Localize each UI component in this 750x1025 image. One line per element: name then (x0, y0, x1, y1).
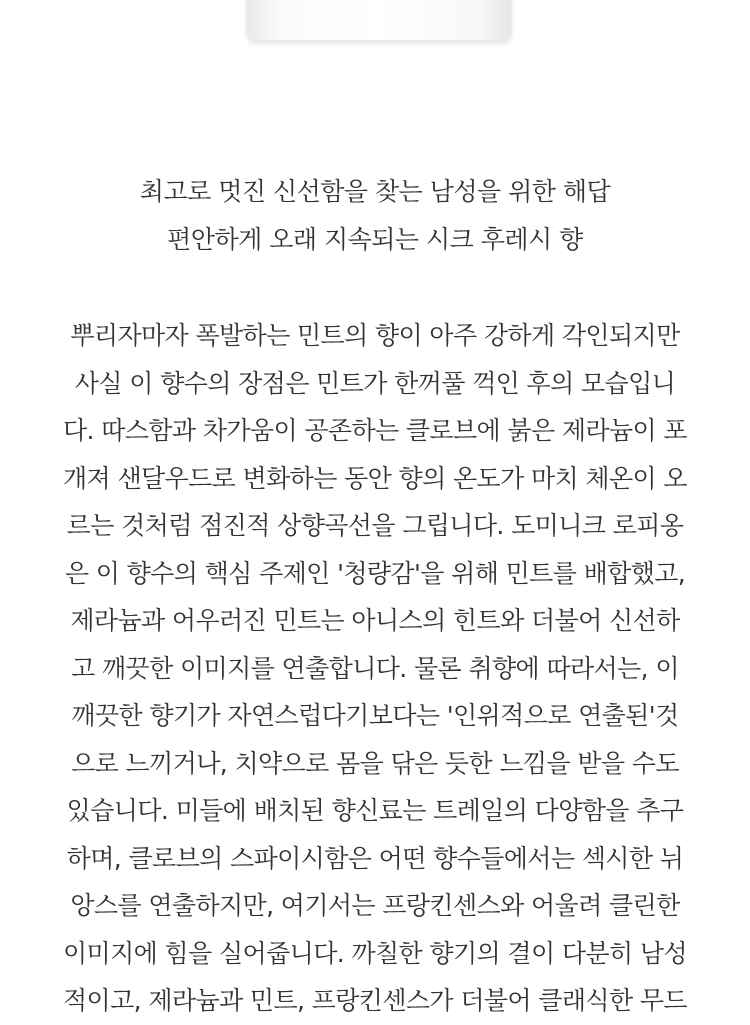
description-line: 앙스를 연출하지만, 여기서는 프랑킨센스와 어울려 클린한 (70, 891, 680, 920)
description-paragraph (30, 312, 720, 1025)
tagline-line: 최고로 멋진 신선함을 찾는 남성을 위한 해답 (139, 177, 611, 206)
description-line: 개져 샌달우드로 변화하는 동안 향의 온도가 마치 체온이 오 (63, 463, 687, 493)
perfume-bottle-image (246, 0, 512, 41)
description-line: 있습니다. 미들에 배치된 향신료는 트레일의 다양함을 추구 (66, 796, 684, 825)
description-line: 깨끗한 향기가 자연스럽다기보다는 '인위적으로 연출된'것 (71, 701, 679, 730)
description-line: 은 이 향수의 핵심 주제인 '청량감'을 위해 민트를 배합했고, (64, 558, 686, 588)
description-line: 사실 이 향수의 장점은 민트가 한꺼풀 꺽인 후의 모습입니 (74, 368, 676, 398)
tagline-line: 편안하게 오래 지속되는 시크 후레시 향 (167, 225, 583, 254)
description-line: 적이고, 제라늄과 민트, 프랑킨센스가 더불어 클래식한 무드 (63, 986, 687, 1015)
tagline (0, 168, 750, 264)
description-line: 뿌리자마자 폭발하는 민트의 향이 아주 강하게 각인되지만 (70, 321, 680, 350)
description-line: 으로 느끼거나, 치약으로 몸을 닦은 듯한 느낌을 받을 수도 (71, 748, 679, 778)
description-line: 이미지에 힘을 실어줍니다. 까칠한 향기의 결이 다분히 남성 (63, 938, 687, 968)
description-line: 르는 것처럼 점진적 상향곡선을 그립니다. 도미니크 로피옹 (66, 511, 684, 540)
description-line: 다. 따스함과 차가움이 공존하는 클로브에 붉은 제라늄이 포 (63, 416, 687, 445)
description-line: 하며, 클로브의 스파이시함은 어떤 향수들에서는 섹시한 뉘 (66, 843, 684, 873)
description-line: 고 깨끗한 이미지를 연출합니다. 물론 취향에 따라서는, 이 (71, 653, 679, 683)
description-line: 제라늄과 어우러진 민트는 아니스의 힌트와 더불어 신선하 (70, 606, 680, 635)
